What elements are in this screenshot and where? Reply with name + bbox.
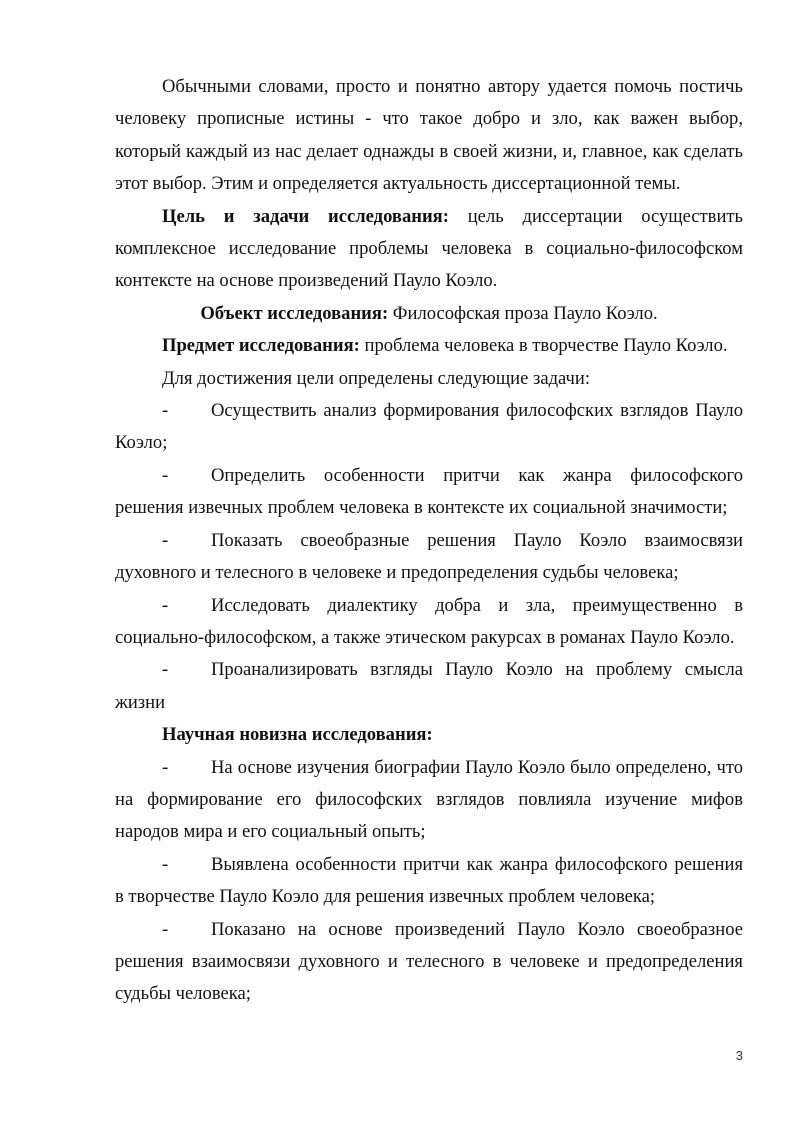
list-dash: - xyxy=(162,594,169,616)
list-dash: - xyxy=(162,400,169,422)
object-label: Объект исследования: xyxy=(200,302,389,324)
novelty-item xyxy=(115,849,743,914)
subject-paragraph xyxy=(115,330,743,362)
list-dash: - xyxy=(162,756,169,778)
task-text: Показать своеобразные решения Пауло Коэло взаимосвязи духовного и телесного в человеке и предопределения судьбы человека; xyxy=(115,529,743,584)
novelty-heading xyxy=(115,719,743,751)
novelty-item xyxy=(115,914,743,1011)
goal-text: цель диссертации осуществить комплексное исследование проблемы человека в социально-философском контексте на основе произведений Пауло Коэло. xyxy=(115,205,744,292)
task-item xyxy=(115,654,743,719)
novelty-heading-text: Научная новизна исследования: xyxy=(162,724,433,746)
task-text: Определить особенности притчи как жанра философского решения извечных проблем человека в контексте их социальной значимости; xyxy=(115,464,743,519)
tasks-intro: Для достижения цели определены следующие задачи: xyxy=(162,367,591,389)
task-item xyxy=(115,395,743,460)
page-number: 3 xyxy=(735,1048,743,1063)
task-text: Исследовать диалектику добра и зла, преимущественно в социально-философском, а также этическом ракурсах в романах Пауло Коэло. xyxy=(115,594,743,648)
goal-paragraph xyxy=(115,201,743,298)
list-dash: - xyxy=(162,853,169,875)
task-text: Проанализировать взгляды Пауло Коэло на проблему смысла жизни xyxy=(115,659,743,713)
novelty-text: Выявлена особенности притчи как жанра философского решения в творчестве Пауло Коэло для решения извечных проблем человека; xyxy=(115,853,743,908)
goal-label: Цель и задачи исследования: xyxy=(162,205,449,227)
subject-label: Предмет исследования: xyxy=(162,335,360,357)
novelty-item xyxy=(115,752,743,849)
list-dash: - xyxy=(162,918,169,940)
document-page xyxy=(115,71,743,1011)
list-dash: - xyxy=(162,659,169,681)
list-dash: - xyxy=(162,464,169,486)
novelty-text: Показано на основе произведений Пауло Коэло своеобразное решения взаимосвязи духовного и телесного в человеке и предопределения судьбы человека; xyxy=(115,918,743,1005)
intro-paragraph: Обычными словами, просто и понятно автору удается помочь постичь человеку прописные истины - что такое добро и зло, как важен выбор, который каждый из нас делает однажды в своей жизни, и, главное, как сделать этот выбор. Этим и определяется актуальность диссертационной темы. xyxy=(115,76,743,195)
list-dash: - xyxy=(162,529,169,551)
task-item xyxy=(115,525,743,590)
object-paragraph xyxy=(115,298,743,330)
task-text: Осуществить анализ формирования философских взглядов Пауло Коэло; xyxy=(115,400,743,454)
task-item xyxy=(115,590,743,655)
novelty-text: На основе изучения биографии Пауло Коэло было определено, что на формирование его философских взглядов повлияла изучение мифов народов мира и его социальный опыть; xyxy=(115,756,743,843)
subject-text: проблема человека в творчестве Пауло Коэло. xyxy=(359,335,728,357)
task-item xyxy=(115,460,743,525)
object-text: Философская проза Пауло Коэло. xyxy=(388,302,658,324)
